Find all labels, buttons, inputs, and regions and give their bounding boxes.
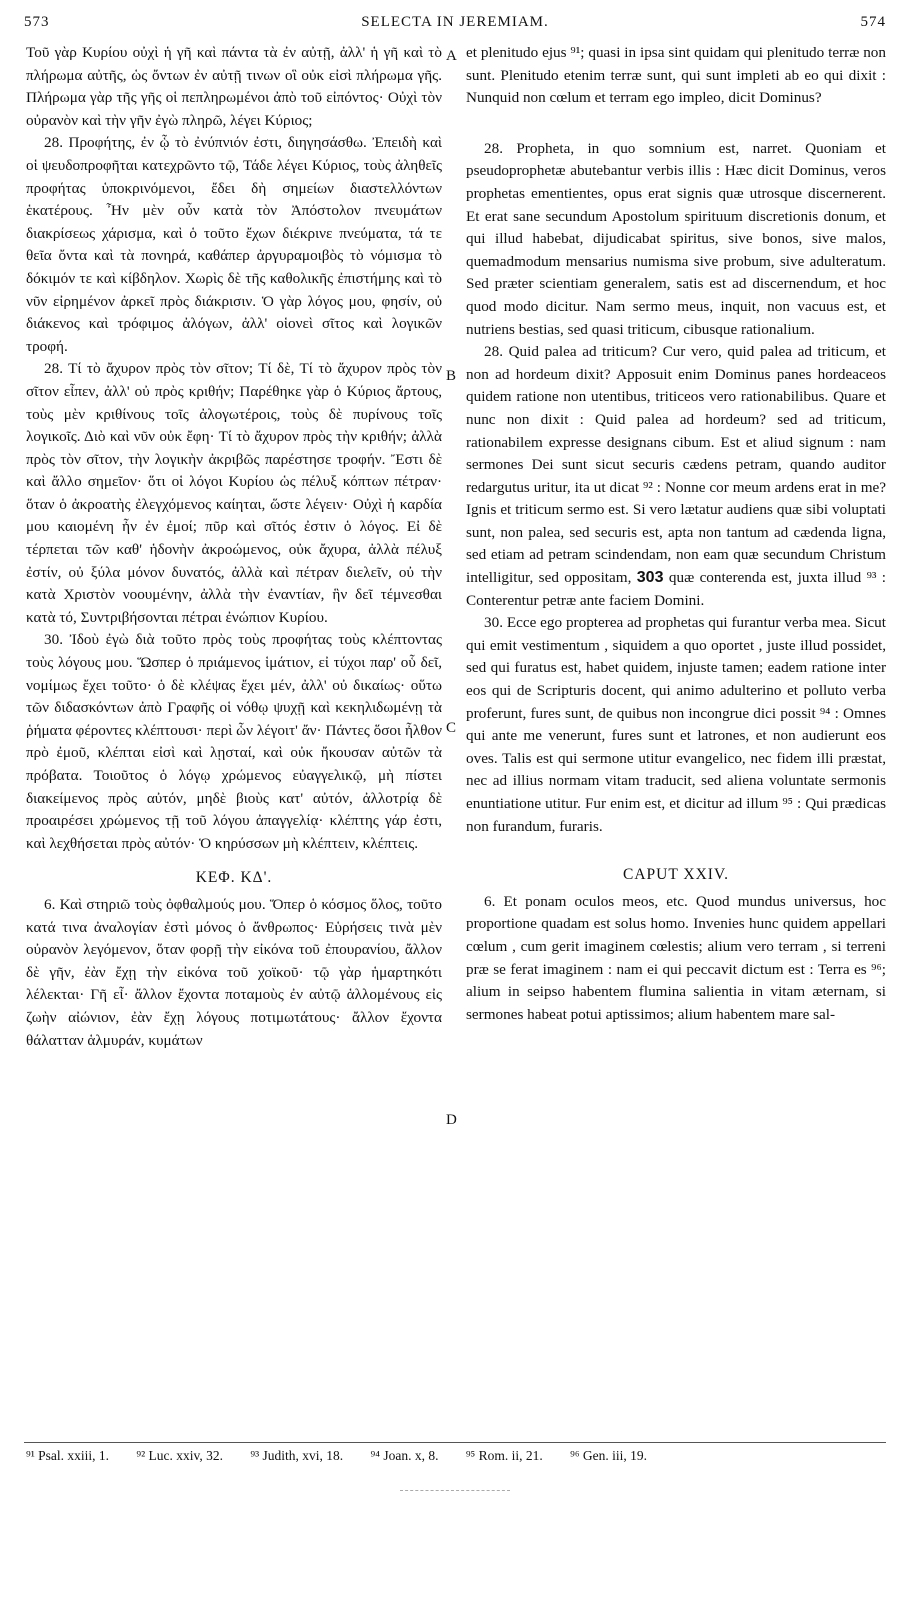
- greek-paragraph: 30. Ἰδοὺ ἐγὼ διὰ τοῦτο πρὸς τοὺς προφήτας τοὺς κλέπτοντας τοὺς λόγους μου. Ὥσπερ ὁ πριάμενος ἱμάτιον, εἰ τύχοι παρ' οὗ δεῖ, νομίμως ἔχει τοῦτο· ὁ δὲ κλέψας ἔχει μέν, ἀλλ' οὐ δικαίως· οὕτω τῶν διδασκόντων ἀπὸ Γραφῆς οἱ νόθῳ ψυχῇ καὶ κεκηλιδωμένῃ τὰ ῥήματα φέροντες κλέπτουσι· περὶ ὧν λέγοιτ' ἄν· Πάντες ὅσοι ἦλθον πρὸ ἐμοῦ, κλέπται εἰσὶ καὶ λῃσταί, καὶ οὐκ ἤκουσαν αὐτῶν τὰ πρόβατα. Τοιοῦτος ὁ λόγῳ χρώμενος εὐαγγελικῷ, μὴ πίστει διακείμενος πρὸς αὐτόν, μηδὲ βιοὺς κατ' αὐτόν, ἀλλοτρίᾳ δὲ προαιρέσει χρώμενος τῇ τοῦ λόγου ἀπαγγελίᾳ· κλέπτης γάρ ἐστι, καὶ λεχθήσεται πρὸς αὐτόν· Ὁ κηρύσσων μὴ κλέπτειν, κλέπτεις.: [26, 631, 442, 852]
- latin-paragraph: 28. Propheta, in quo somnium est, narret. Quoniam et pseudoprophetæ abutebantur verbis illis : Hæc dicit Dominus, veros prophetas ementientes, opus erat signis quæ utrosque discernerent. Et erat sane secundum Apostolum spirituum discretionis donum, et qui illud habebat, dijudicabat spiritus, sive bonos, sive malos, quemadmodum mensarius numisma sive probum, sive adulteratum. Sed præter scientiam generalem, satis est ad discernendum, et hoc quod modo dicitur. Nam sermo meus, inquit, non vacuus est, et nutriens bestias, sed quasi triticum, cibusque rationalium.: [466, 139, 886, 338]
- page-number-right: 574: [860, 14, 886, 30]
- latin-chapter-heading: CAPUT XXIV.: [622, 866, 730, 884]
- footnote: ⁹⁶ Gen. iii, 19.: [570, 1448, 648, 1463]
- page-number-left: 573: [24, 14, 50, 30]
- footnote: ⁹¹ Psal. xxiii, 1.: [26, 1448, 110, 1463]
- greek-paragraph: 28. Τί τὸ ἄχυρον πρὸς τὸν σῖτον; Τί δὲ, Τί τὸ ἄχυρον πρὸς τὸν σῖτον εἶπεν, ἀλλ' οὐ πρὸς κριθήν; Παρέθηκε γὰρ ὁ Κύριος ἄρτους, τοὺς μὲν κριθίνους τοῖς ἀλογωτέροις, τοὺς δὲ πυρίνους τοῖς λογικοῖς. Διὸ καὶ νῦν οὐκ ἔφη· Τί τὸ ἄχυρον πρὸς τὴν κριθήν; ἀλλὰ πρὸς τὸν σῖτον, τὴν λογικὴν ἀκριβῶς παρέστησε τροφήν. Ἔστι δὲ καὶ ἄλλο σημεῖον· ὅτι οἱ λόγοι Κυρίου ὡς πέλυξ κόπτων πέτραν· ὅταν ὁ ἀκροατὴς ἐλεγχόμενος καίηται, ὥστε λέγειν· Οὐχὶ ἡ καρδία μου καιομένη ἦν ἐν ἐμοί; πῦρ καὶ σῖτός ἐστιν ὁ λόγος. Εἰ δὲ τέρπεται τῶν καθ' ἡδονὴν ἀκροώμενος, οὐκ ἄχυρα, ἀλλὰ πέλυξ ἐστίν, οὐ ξύλα μόνον δυνατός, ἀλλὰ καὶ πέτραν διελεῖν, οὐ τὴν κατὰ Χριστὸν νοουμένην, ἀλλὰ τὴν ἐναντίαν, ἣν δεῖ τέμνεσθαι κατὰ τό, Συντριβήσονται πέτραι ἐνώπιον Κυρίου.: [26, 360, 442, 626]
- latin-column: [466, 42, 886, 1026]
- page-end-rule: [400, 1490, 510, 1491]
- migne-column-number: 303: [636, 569, 664, 587]
- page-header: [24, 14, 886, 36]
- greek-paragraph: 6. Καὶ στηριῶ τοὺς ὀφθαλμούς μου. Ὅπερ ὁ κόσμος ὅλος, τοῦτο κατά τινα ἀναλογίαν ἐστὶ μόνος ὁ ἄνθρωπος· Εὑρήσεις τινὰ μὲν οὐρανὸν λεγόμενον, ὅταν φορῇ τὴν εἰκόνα τοῦ ἐπουρανίου, ἄλλον δὲ γῆν, ἐὰν ἔχῃ τὴν εἰκόνα τοῦ χοϊκοῦ· τῷ γὰρ ἡμαρτηκότι λέλεκται· Γῆ εἶ· ἄλλον ἔχοντα ποταμοὺς ἐν αὐτῷ ἁλλομένους εἰς ζωὴν αἰώνιον, ἐὰν ἔχῃ λόγους ποτιμωτάτους· ἄλλον ἔχοντα θάλατταν ἁλμυράν, κυμάτων: [26, 895, 442, 1049]
- greek-paragraph: Τοῦ γὰρ Κυρίου οὐχὶ ἡ γῆ καὶ πάντα τὰ ἐν αὐτῇ, ἀλλ' ἡ γῆ καὶ τὸ πλήρωμα αὐτῆς, ὡς ὄντων ἐν αὐτῇ τινων οἳ οὐκ εἰσὶ πλήρωμα γῆς. Πλήρωμα γὰρ τῆς γῆς οἱ πεπληρωμένοι ἀπὸ τοῦ εἰπόντος· Οὐχὶ τὸν οὐρανὸν καὶ τὴν γῆν ἐγὼ πληρῶ, λέγει Κύριος;: [26, 44, 442, 129]
- margin-marker-a: A: [446, 48, 457, 64]
- latin-paragraph: 30. Ecce ego propterea ad prophetas qui furantur verba mea. Sicut qui emit vestimentum , siquidem a quo oportet , juste illud possidet, sed qui furatus est, habet quidem, injuste tamen; eadem ratione inter eos qui de Scripturis docent, qui animo adulterino et polluto verba proferunt, fures sunt, de quibus non incongrue dici possit ⁹⁴ : Omnes qui ante me venerunt, fures sunt et latrones, et non audierunt eos oves. Talis est qui sermone utitur evangelico, nec fidem illi præstat, nec ad illius normam vitam traducit, sed aliena voluntate sermonis enuntiatione utitur. Fur enim est, et dicitur ad illum ⁹⁵ : Qui prædicas non furandum, furaris.: [466, 614, 886, 835]
- footnote: ⁹⁵ Rom. ii, 21.: [465, 1448, 543, 1463]
- margin-marker-d: D: [446, 1112, 457, 1128]
- latin-paragraph-text: 28. Quid palea ad triticum? Cur vero, quid palea ad triticum, et non ad hordeum dixit? Apposuit enim Dominus panes hordeaceos quidem ratione non utentibus, triticeos vero rationabilibus. Quare et nunc non dixit : Quid palea ad hordeum? sed ad triticum, rationabilem expresse designans cibum. Est et aliud signum : nam sermones Dei sunt sicut securis cædens petram, quando auditor redargutus uritur, ita ut dicat ⁹² : Nonne cor meum ardens erat in me? Ignis et triticum sermo est. Si vero lætatur audiens quæ sibi voluptati sunt, non palea, sed securis est, apta non tantum ad cædenda ligna, sed etiam ad petram scindendam, non eam quæ secundum Christum intelligitur, sed oppositam,: [466, 343, 886, 587]
- footnote: ⁹³ Judith, xvi, 18.: [250, 1448, 344, 1463]
- greek-paragraph: 28. Προφήτης, ἐν ᾧ τὸ ἐνύπνιόν ἐστι, διηγησάσθω. Ἐπειδὴ καὶ οἱ ψευδοπροφῆται κατεχρῶντο τῷ, Τάδε λέγει Κύριος, τοὺς ἀληθεῖς προφήτας ὑποκρινόμενοι, ἔδει δὴ σημείων διαστελλόντων ἑκατέρους. Ἦν μὲν οὖν κατὰ τὸν Ἀπόστολον πνευμάτων διακρίσεως χάρισμα, καὶ ὁ τοῦτο ἔχων διέκρινε πνεύματα, τά τε θεῖα ὄντα καὶ τὰ πονηρά, καθάπερ ἀργυραμοιβὸς τὸ νόμισμα τὸ δόκιμόν τε καὶ κίβδηλον. Χωρὶς δὲ τῆς καθολικῆς ἐπιστήμης καὶ τὸ νῦν εἰρημένον ἀρκεῖ πρὸς διάκρισιν. Ὁ γὰρ λόγος μου, φησίν, οὐ διάκενος καὶ τρόφιμος ἀλόγων, ἀλλ' οἱονεὶ σῖτος καὶ λογικῶν τροφή.: [26, 134, 442, 355]
- footnotes: [26, 1446, 886, 1465]
- latin-paragraph: [466, 341, 886, 612]
- margin-marker-b: B: [446, 368, 457, 384]
- footnote: ⁹⁴ Joan. x, 8.: [370, 1448, 439, 1463]
- latin-paragraph: 6. Et ponam oculos meos, etc. Quod mundus universus, hoc proportione quadam est solus homo. Invenies hunc quidem appellari cœlum , cum gerit imaginem cœlestis; alium vero terram , si terreni præ se ferat imaginem : nam ei qui peccavit dictum est : Terra es ⁹⁶; alium in seipso habentem flumina salientia in vitam æternam, si sermones habeat potui aptissimos; alium habentem mare sal-: [466, 892, 886, 1023]
- running-title: SELECTA IN JEREMIAM.: [361, 14, 549, 30]
- latin-paragraph: et plenitudo ejus ⁹¹; quasi in ipsa sint quidam qui plenitudo terræ non sunt. Plenitudo etenim terræ sunt, qui sunt impleti ab eo qui dixit : Nunquid non cœlum et terram ego impleo, dicit Dominus?: [466, 44, 886, 107]
- margin-marker-c: C: [446, 720, 457, 736]
- greek-column: [26, 42, 442, 1052]
- greek-chapter-heading: ΚΕΦ. ΚΔ'.: [195, 869, 273, 887]
- latin-paragraph-text: quæ conterenda est, juxta illud ⁹³ : Conterentur petræ ante faciem Domini.: [466, 569, 887, 609]
- footnote: ⁹² Luc. xxiv, 32.: [136, 1448, 224, 1463]
- footnote-separator: [24, 1442, 886, 1443]
